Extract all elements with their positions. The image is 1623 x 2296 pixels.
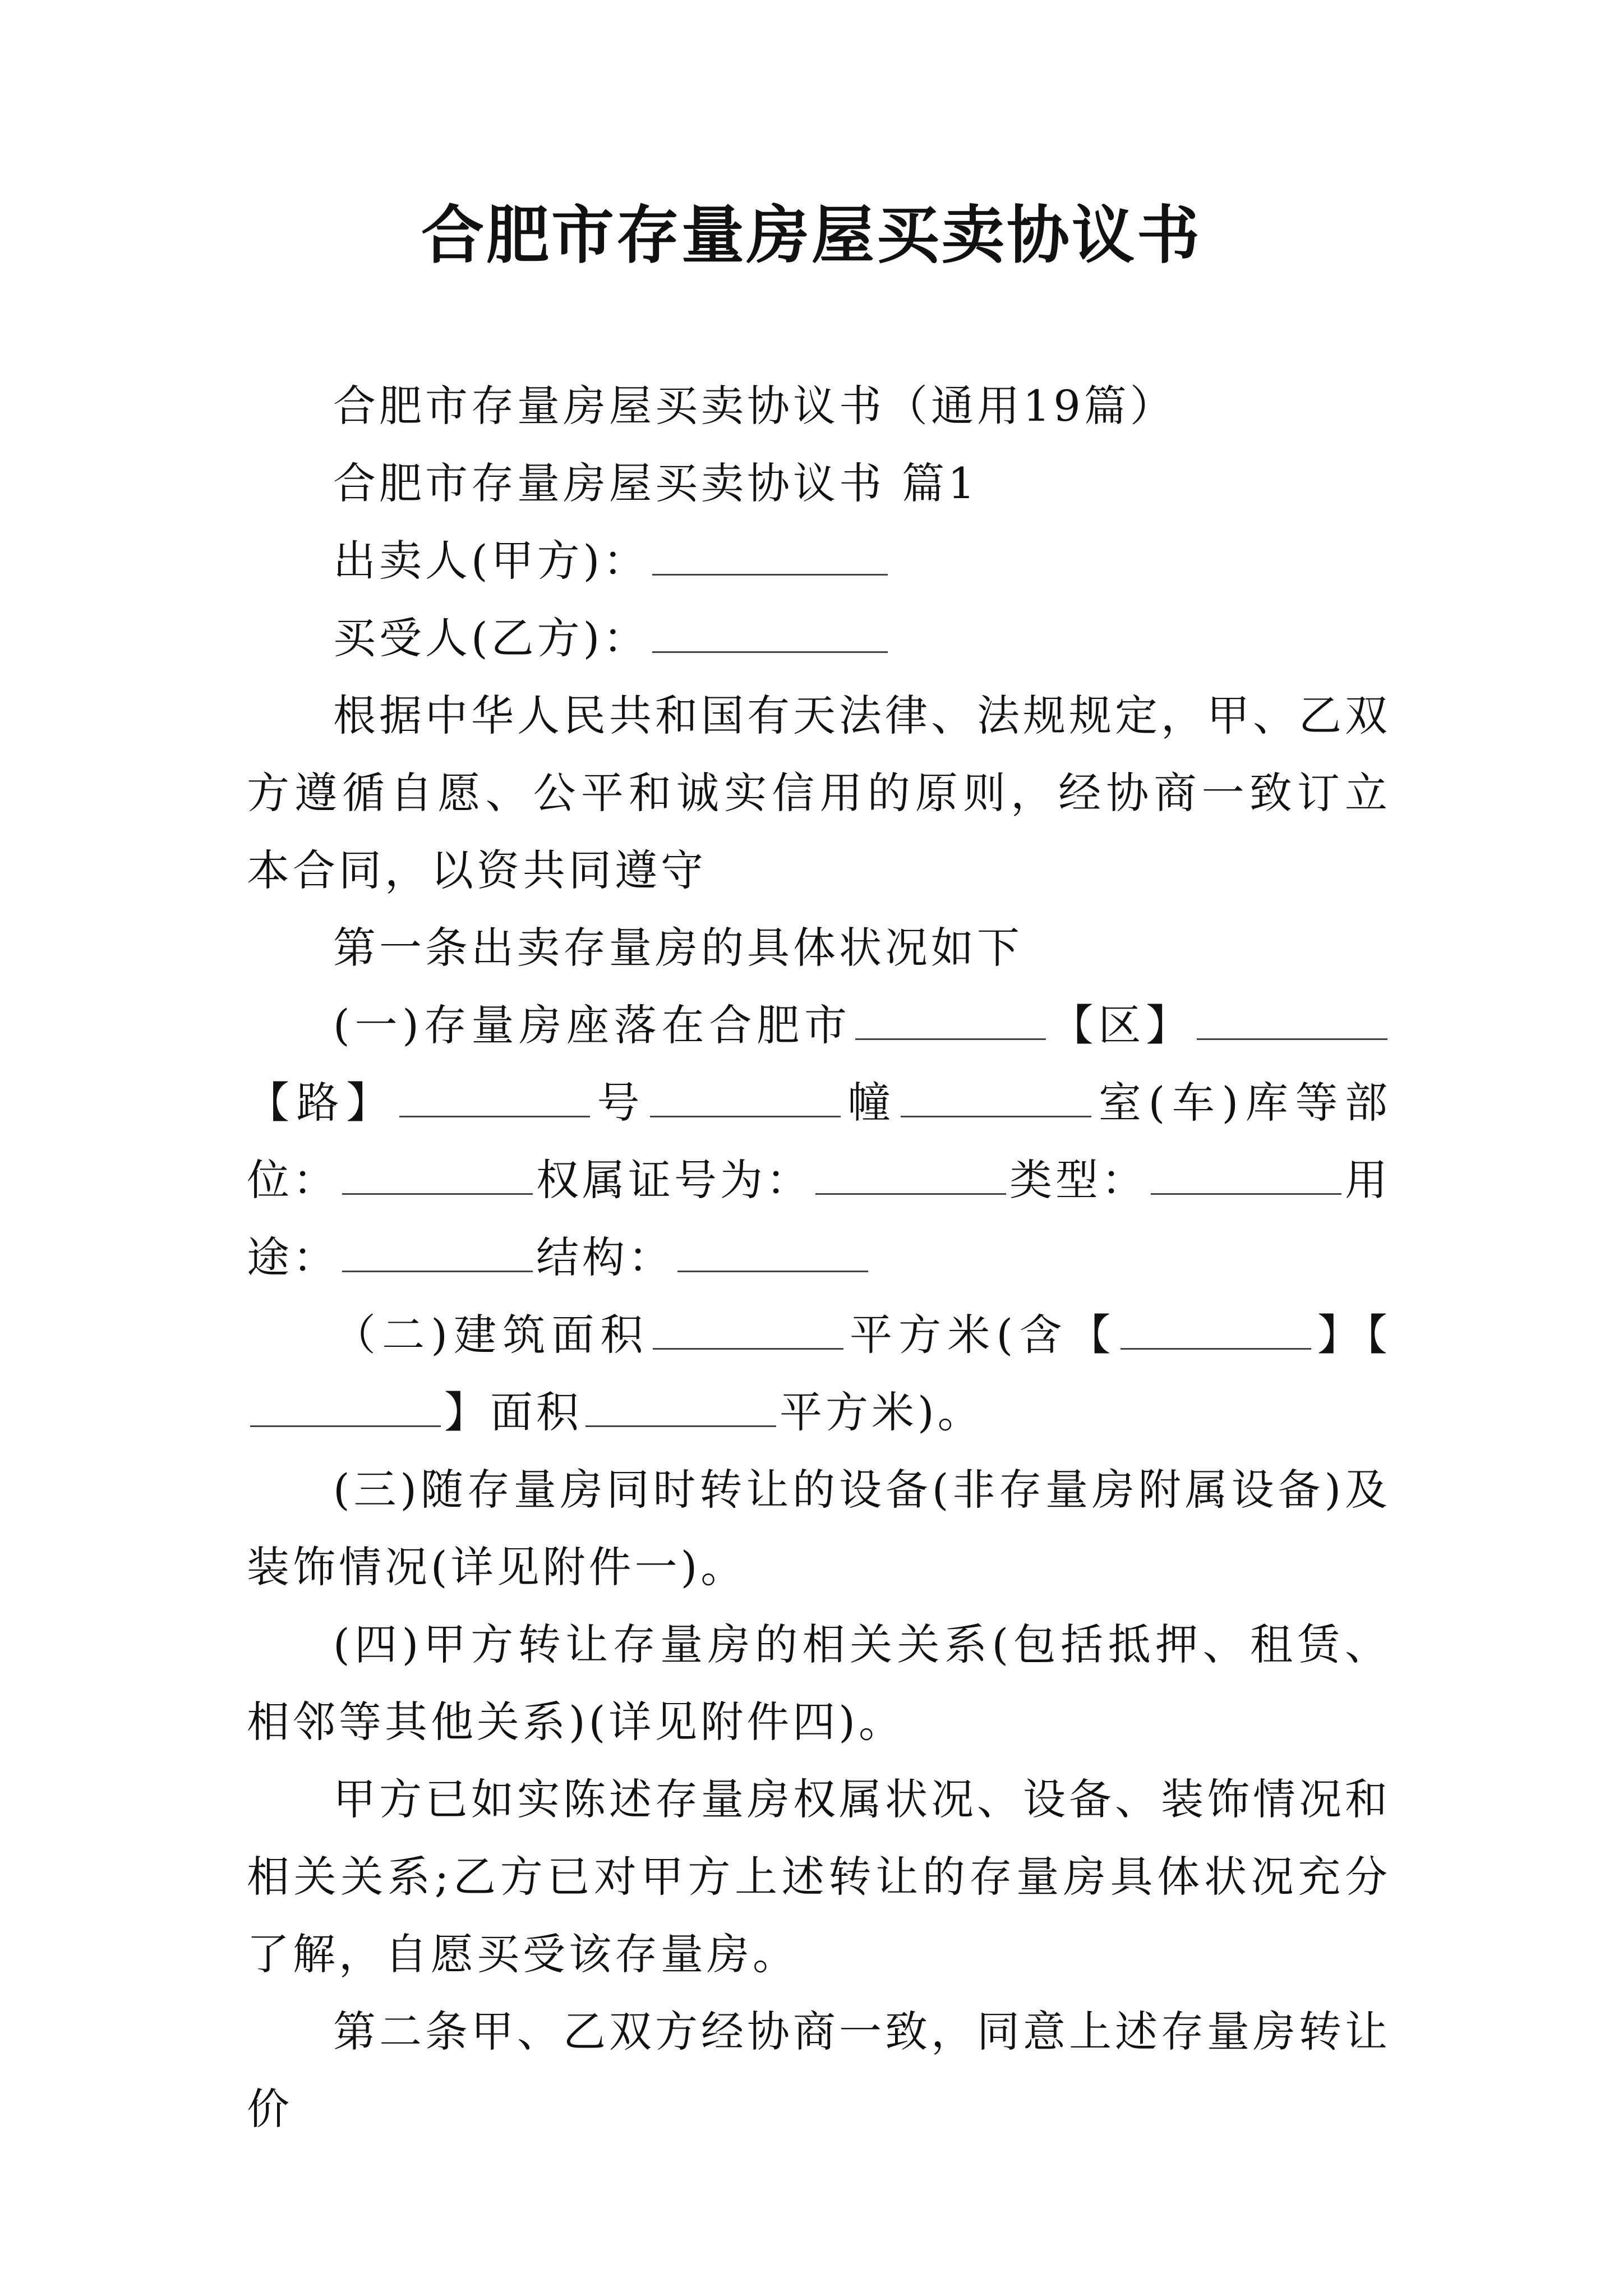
blank-structure: [677, 1238, 868, 1272]
blank-included-2: [250, 1393, 441, 1427]
blank-district: [1197, 1006, 1387, 1040]
item1-text-structure: 结构：: [536, 1232, 674, 1282]
item2-text-bracket-open: 【: [1366, 1310, 1391, 1360]
item1-text-road: 【路】: [247, 1078, 396, 1128]
seller-label: 出卖人(甲方)：: [333, 536, 649, 586]
buyer-line: [247, 600, 1391, 677]
item1-text-building: 幢: [844, 1078, 898, 1128]
blank-type: [1151, 1161, 1341, 1195]
blank-room: [342, 1161, 533, 1195]
item1-text-certificate: 权属证号为：: [536, 1155, 812, 1205]
statement-paragraph: 甲方已如实陈述存量房权属状况、设备、装饰情况和相关关系;乙方已对甲方上述转让的存量房具体状况充分了解，自愿买受该存量房。: [247, 1774, 1391, 1979]
item1-text-room: 室(车)库等部位：: [247, 1078, 1391, 1205]
subtitle: 合肥市存量房屋买卖协议书（通用19篇）: [333, 381, 1176, 431]
blank-area-2: [585, 1393, 776, 1427]
blank-building: [901, 1083, 1091, 1117]
item4-paragraph: (四)甲方转让存量房的相关关系(包括抵押、租赁、相邻等其他关系)(详见附件四)。: [247, 1619, 1391, 1747]
blank-included: [1121, 1315, 1311, 1350]
item2-text-area2: 】面积: [444, 1387, 582, 1437]
document-title: 合肥市存量房屋买卖协议书: [421, 199, 1202, 272]
document-body: [247, 367, 1391, 2148]
blank-city: [855, 1006, 1046, 1040]
item2-text-sqm-end: 平方米)。: [780, 1387, 984, 1437]
buyer-label: 买受人(乙方)：: [333, 613, 649, 663]
item1-text-type: 类型：: [1009, 1155, 1147, 1205]
item2-text-area: （二)建筑面积: [333, 1310, 649, 1360]
item1-text-district: 【区】: [1049, 1000, 1193, 1050]
blank-use: [342, 1238, 533, 1272]
blank-road: [399, 1083, 590, 1117]
item1-text-location: (一)存量房座落在合肥市: [333, 1000, 852, 1050]
seller-blank: [652, 541, 888, 576]
article2-paragraph: 第二条甲、乙双方经协商一致，同意上述存量房转让价: [247, 2007, 1391, 2134]
intro-paragraph: 根据中华人民共和国有天法律、法规规定，甲、乙双方遵循自愿、公平和诚实信用的原则，经协商一致订立本合同，以资共同遵守: [247, 691, 1391, 895]
item1-text-use: 用途：: [247, 1155, 1391, 1282]
buyer-blank: [652, 619, 888, 653]
blank-number: [650, 1083, 841, 1117]
item3-paragraph: (三)随存量房同时转让的设备(非存量房附属设备)及装饰情况(详见附件一)。: [247, 1465, 1391, 1592]
item1-text-number: 号: [593, 1078, 647, 1128]
item2-paragraph: [247, 1296, 1391, 1451]
item1-paragraph: [247, 987, 1391, 1296]
article1-heading: 第一条出卖存量房的具体状况如下: [333, 923, 1023, 973]
section-heading: 合肥市存量房屋买卖协议书 篇1: [333, 458, 979, 508]
item2-text-sqm: 平方米(含【: [846, 1310, 1117, 1360]
item2-text-bracket-close: 】: [1314, 1310, 1366, 1360]
blank-certificate: [815, 1161, 1006, 1195]
seller-line: [247, 522, 1391, 600]
blank-area: [653, 1315, 843, 1350]
